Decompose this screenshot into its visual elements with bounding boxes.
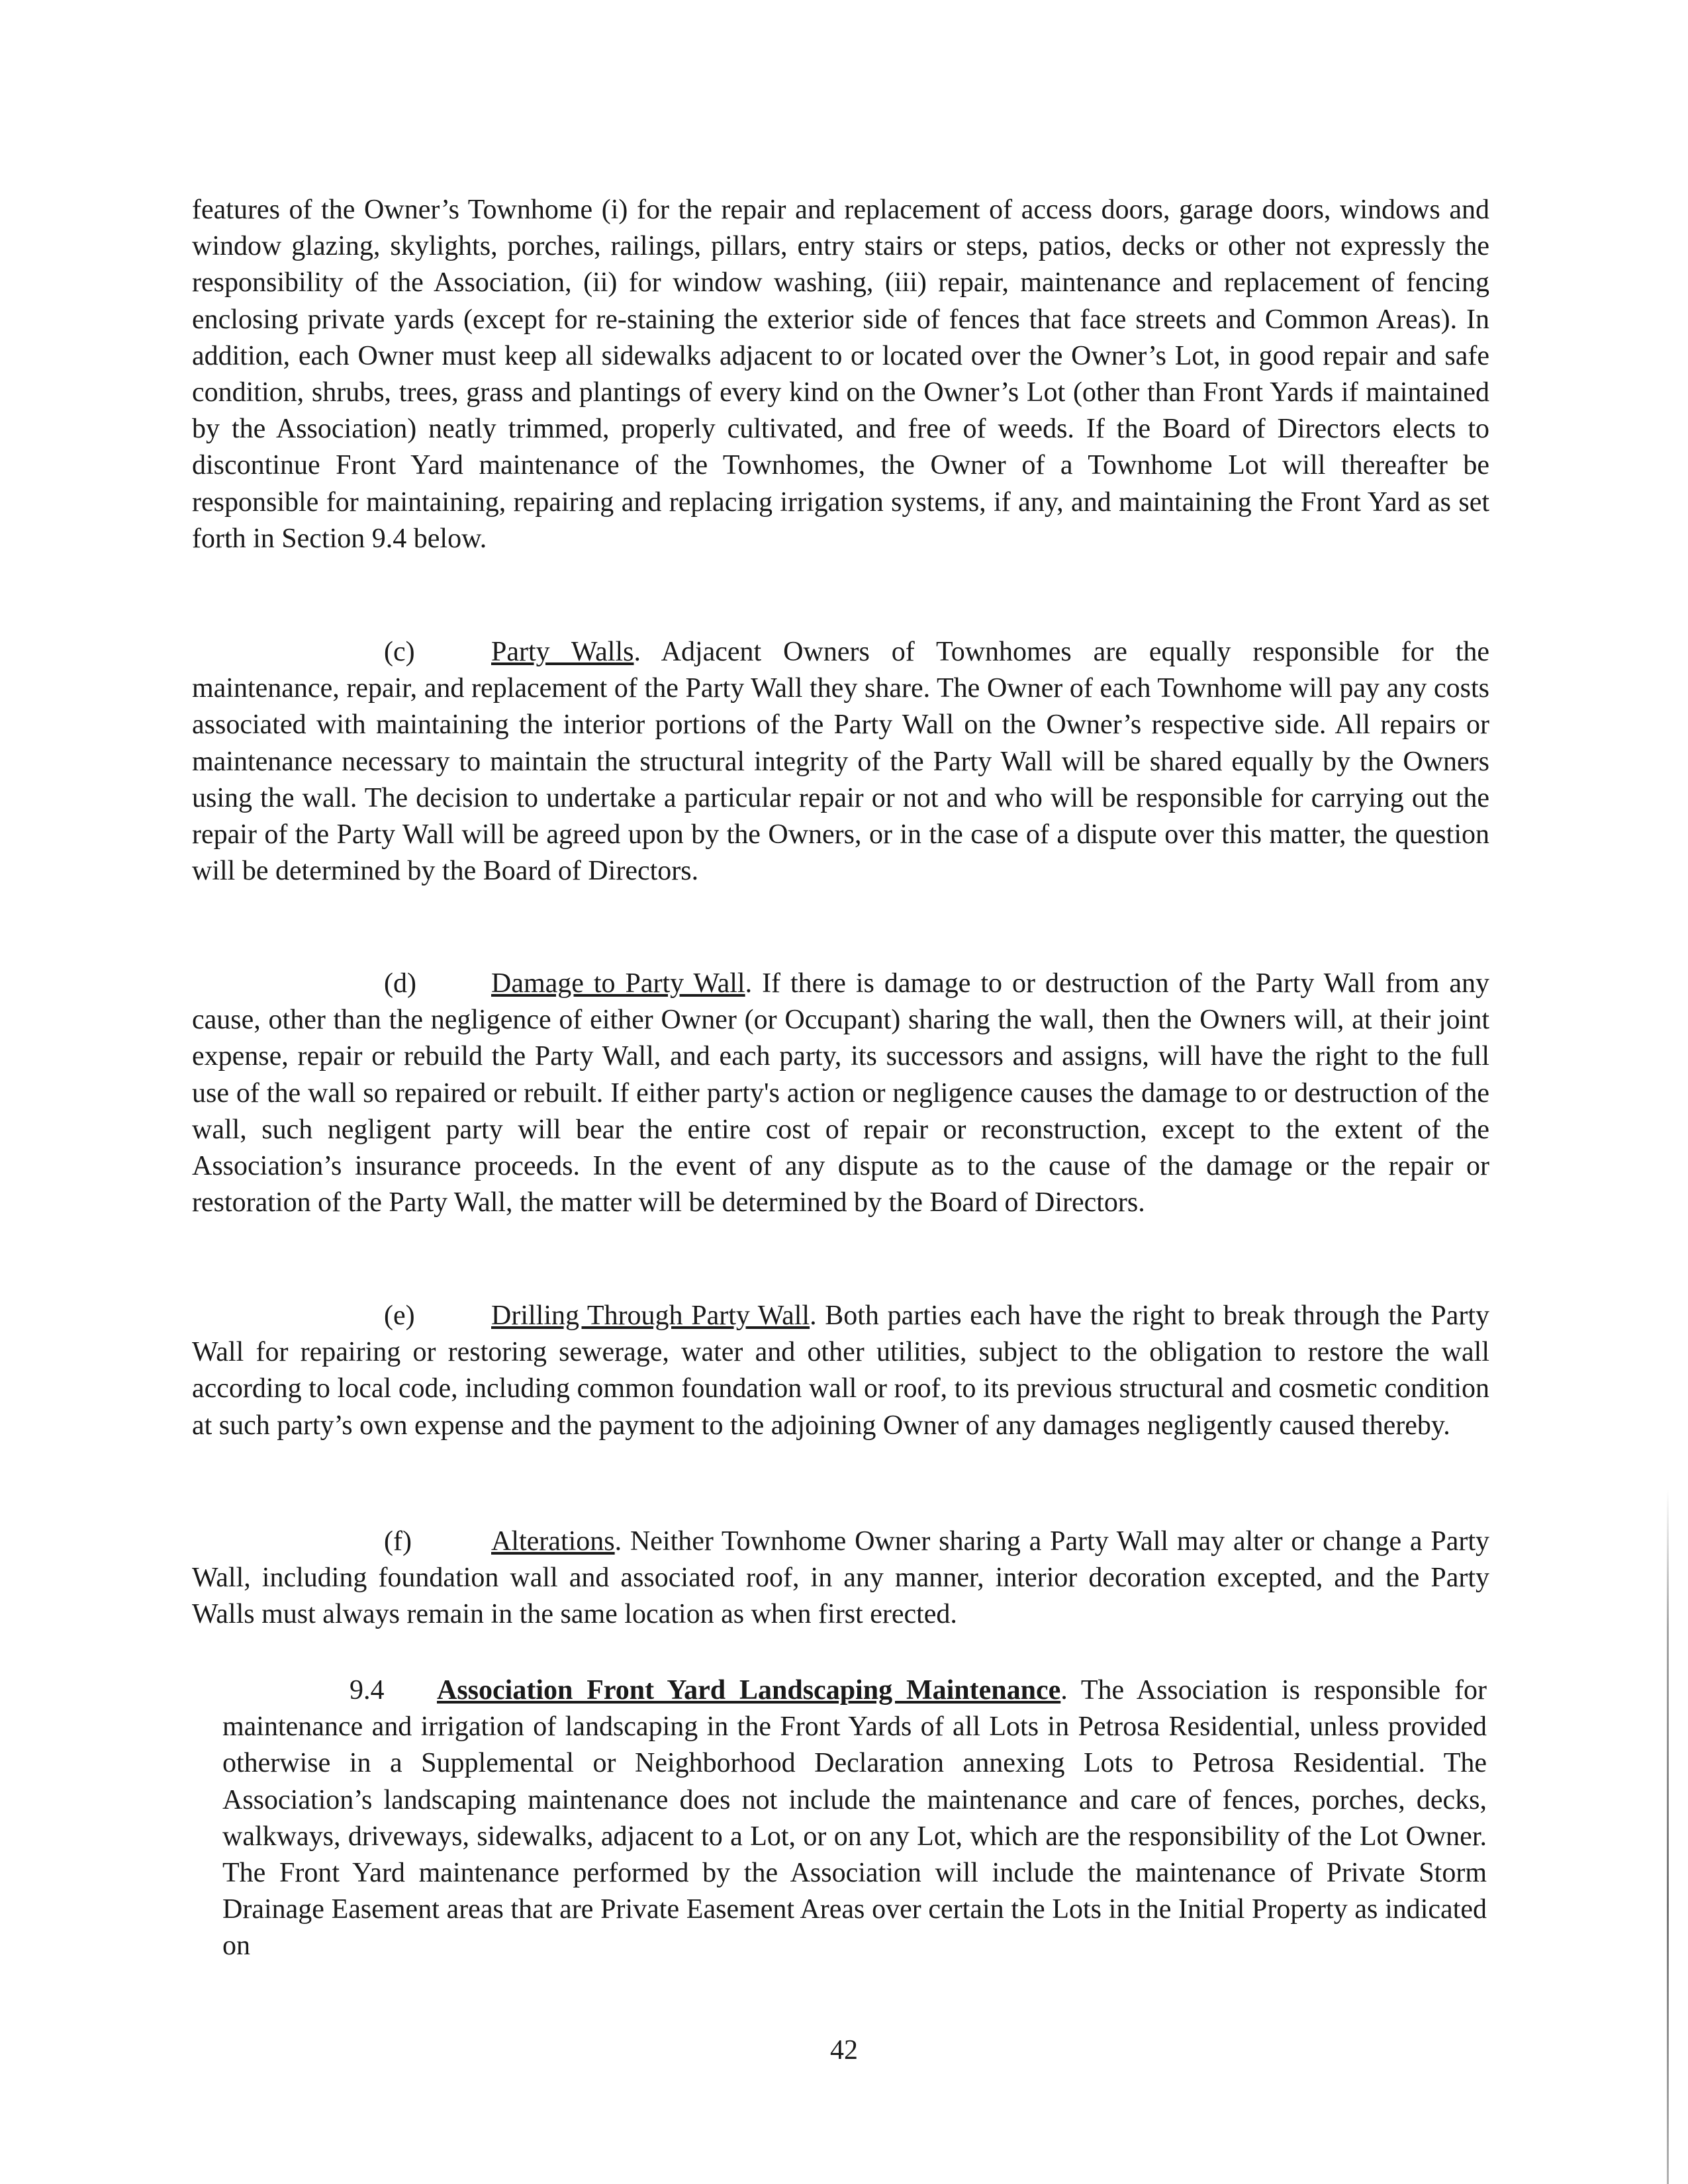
subsection-c-heading: Party Walls — [491, 637, 634, 667]
subsection-e: (e) Drilling Through Party Wall. Both parties each have the right to break through the Party Wall for repairing or restoring sewerage, water and other utilities, subject to the obligation to restore the wall according to local code, including common foundation wall or roof, to its previous structural and cosmetic condition at such party’s own expense and the payment to the adjoining Owner of any damages negligently caused thereby. — [192, 1298, 1489, 1444]
subsection-d-number: (d) — [384, 968, 416, 999]
subsection-e-number: (e) — [384, 1300, 415, 1331]
page-number: 42 — [830, 2035, 858, 2066]
section-9-4-heading: Association Front Yard Landscaping Maintenance — [437, 1675, 1061, 1706]
subsection-c: (c) Party Walls. Adjacent Owners of Townhomes are equally responsible for the maintenance, repair, and replacement of the Party Wall they share. The Owner of each Townhome will pay any costs associated with maintaining the interior portions of the Party Wall on the Owner’s respective side. All repairs or maintenance necessary to maintain the structural integrity of the Party Wall will be shared equally by the Owners using the wall. The decision to undertake a particular repair or not and who will be responsible for carrying out the repair of the Party Wall will be agreed upon by the Owners, or in the case of a dispute over this matter, the question will be determined by the Board of Directors. — [192, 634, 1489, 889]
scan-edge-artifact — [1667, 1489, 1669, 2184]
subsection-f-number: (f) — [384, 1526, 412, 1557]
subsection-c-text: Adjacent Owners of Townhomes are equally responsible for the maintenance, repair, and replacement of the Party Wall they share. The Owner of each Townhome will pay any costs associated with maintaining the interior portions of the Party Wall on the Owner’s respective side. All repairs or maintenance necessary to maintain the structural integrity of the Party Wall will be shared equally by the Owners using the wall. The decision to undertake a particular repair or not and who will be responsible for carrying out the repair of the Party Wall will be agreed upon by the Owners, or in the case of a dispute over this matter, the question will be determined by the Board of Directors. — [192, 637, 1489, 887]
section-9-4-number: 9.4 — [350, 1675, 385, 1706]
subsection-d-heading: Damage to Party Wall — [491, 968, 745, 999]
subsection-f-heading: Alterations — [491, 1526, 615, 1557]
subsection-f-text: Neither Townhome Owner sharing a Party Wall may alter or change a Party Wall, including foundation wall and associated roof, in any manner, interior decoration excepted, and the Party Walls must always remain in the same location as when first erected. — [192, 1526, 1489, 1630]
section-9-4: 9.4 Association Front Yard Landscaping Maintenance. The Association is responsible for maintenance and irrigation of landscaping in the Front Yards of all Lots in Petrosa Residential, unless provided otherwise in a Supplemental or Neighborhood Declaration annexing Lots to Petrosa Residential. The Association’s landscaping maintenance does not include the maintenance and care of fences, porches, decks, walkways, driveways, sidewalks, adjacent to a Lot, or on any Lot, which are the responsibility of the Lot Owner. The Front Yard maintenance performed by the Association will include the maintenance of Private Storm Drainage Easement areas that are Private Easement Areas over certain the Lots in the Initial Property as indicated on — [222, 1672, 1487, 1965]
section-9-4-text: The Association is responsible for maintenance and irrigation of landscaping in the Front Yards of all Lots in Petrosa Residential, unless provided otherwise in a Supplemental or Neighborhood Declaration annexing Lots to Petrosa Residential. The Association’s landscaping maintenance does not include the maintenance and care of fences, porches, decks, walkways, driveways, sidewalks, adjacent to a Lot, or on any Lot, which are the responsibility of the Lot Owner. The Front Yard maintenance performed by the Association will include the maintenance of Private Storm Drainage Easement areas that are Private Easement Areas over certain the Lots in the Initial Property as indicated on — [222, 1675, 1487, 1962]
continuation-paragraph: features of the Owner’s Townhome (i) for the repair and replacement of access doors, garage doors, windows and window glazing, skylights, porches, railings, pillars, entry stairs or steps, patios, decks or other not expressly the responsibility of the Association, (ii) for window washing, (iii) repair, maintenance and replacement of fencing enclosing private yards (except for re-staining the exterior side of fences that face streets and Common Areas). In addition, each Owner must keep all sidewalks adjacent to or located over the Owner’s Lot, in good repair and safe condition, shrubs, trees, grass and plantings of every kind on the Owner’s Lot (other than Front Yards if maintained by the Association) neatly trimmed, properly cultivated, and free of weeds. If the Board of Directors elects to discontinue Front Yard maintenance of the Townhomes, the Owner of a Townhome Lot will thereafter be responsible for maintaining, repairing and replacing irrigation systems, if any, and maintaining the Front Yard as set forth in Section 9.4 below. — [192, 195, 1489, 554]
subsection-e-text: Both parties each have the right to break through the Party Wall for repairing or restoring sewerage, water and other utilities, subject to the obligation to restore the wall according to local code, including common foundation wall or roof, to its previous structural and cosmetic condition at such party’s own expense and the payment to the adjoining Owner of any damages negligently caused thereby. — [192, 1300, 1490, 1441]
subsection-d-text: If there is damage to or destruction of the Party Wall from any cause, other than the negligence of either Owner (or Occupant) sharing the wall, then the Owners will, at their joint expense, repair or rebuild the Party Wall, and each party, its successors and assigns, will have the right to the full use of the wall so repaired or rebuilt. If either party's action or negligence causes the damage to or destruction of the wall, such negligent party will bear the entire cost of repair or reconstruction, except to the extent of the Association’s insurance proceeds. In the event of any dispute as to the cause of the damage or the repair or restoration of the Party Wall, the matter will be determined by the Board of Directors. — [192, 968, 1490, 1218]
subsection-d: (d) Damage to Party Wall. If there is damage to or destruction of the Party Wall from any cause, other than the negligence of either Owner (or Occupant) sharing the wall, then the Owners will, at their joint expense, repair or rebuild the Party Wall, and each party, its successors and assigns, will have the right to the full use of the wall so repaired or rebuilt. If either party's action or negligence causes the damage to or destruction of the wall, such negligent party will bear the entire cost of repair or reconstruction, except to the extent of the Association’s insurance proceeds. In the event of any dispute as to the cause of the damage or the repair or restoration of the Party Wall, the matter will be determined by the Board of Directors. — [192, 966, 1489, 1221]
subsection-e-heading: Drilling Through Party Wall — [491, 1300, 810, 1331]
subsection-f: (f) Alterations. Neither Townhome Owner sharing a Party Wall may alter or change a Party Wall, including foundation wall and associated roof, in any manner, interior decoration excepted, and the Party Walls must always remain in the same location as when first erected. — [192, 1524, 1489, 1633]
subsection-c-number: (c) — [384, 637, 415, 667]
